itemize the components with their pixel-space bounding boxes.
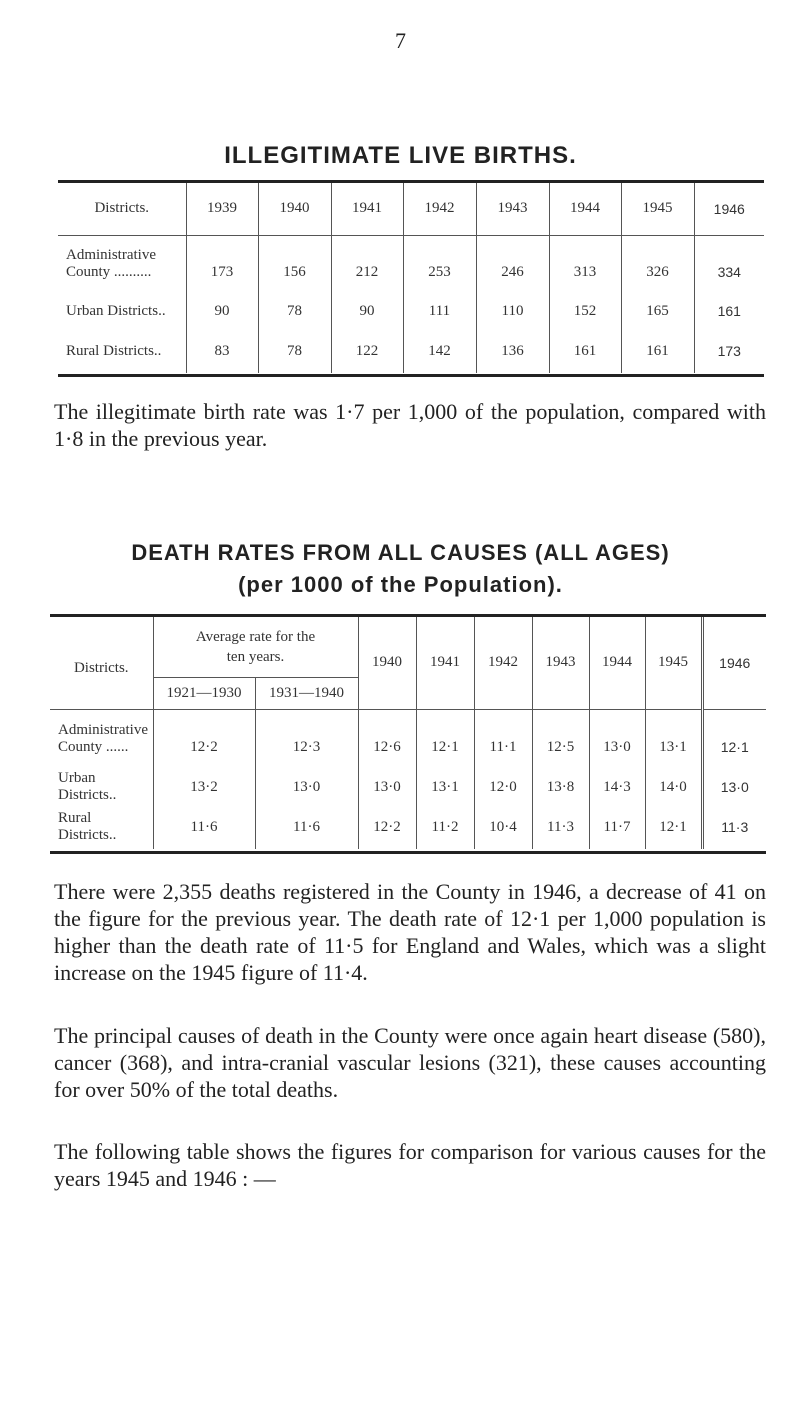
paragraph: The following table shows the figures for comparison for various causes for the years 1945 and 1946 : — <box>54 1139 766 1191</box>
births-header-row <box>58 183 764 235</box>
table-cell: 111 <box>403 293 476 329</box>
table-row <box>50 805 766 849</box>
table-cell: 173 <box>186 235 258 293</box>
deaths-title: DEATH RATES FROM ALL CAUSES (ALL AGES) <box>131 540 670 565</box>
table-cell: 83 <box>186 329 258 373</box>
table-cell: 156 <box>258 235 331 293</box>
deaths-header-average: Average rate for the ten years. <box>153 617 358 677</box>
deaths-header-year: 1941 <box>416 617 474 709</box>
births-header-year: 1939 <box>186 183 258 235</box>
row-label: Urban Districts.. <box>58 770 117 803</box>
table-cell: 12·6 <box>358 709 416 769</box>
table-cell: 11·3 <box>702 805 766 849</box>
paragraph: The principal causes of death in the County were once again heart disease (580), cancer (368), and intra-cranial vascular lesions (321), these causes accounting for over 50% of the total deaths. <box>54 1023 766 1102</box>
births-header-districts: Districts. <box>94 200 150 217</box>
deaths-table-bottom-rule <box>50 851 766 854</box>
births-header-year: 1945 <box>621 183 694 235</box>
table-cell: 13·1 <box>416 769 474 805</box>
table-cell: 253 <box>403 235 476 293</box>
paragraph: There were 2,355 deaths registered in the County in 1946, a decrease of 41 on the figure for the previous year. The death rate of 12·1 per 1,000 population is higher than the death rate of 11·5 for England and Wales, which was a slight increase on the 1945 figure of 11·4. <box>54 879 766 985</box>
table-row <box>50 769 766 805</box>
deaths-header-year: 1946 <box>702 617 766 709</box>
table-cell: 12·1 <box>645 805 702 849</box>
deaths-header-year: 1940 <box>358 617 416 709</box>
table-cell: 173 <box>694 329 764 373</box>
births-table-bottom-rule <box>58 374 764 377</box>
table-row <box>58 329 764 373</box>
table-cell: 13·0 <box>255 769 358 805</box>
table-cell: 13·0 <box>702 769 766 805</box>
table-cell: 161 <box>621 329 694 373</box>
table-cell: 11·1 <box>474 709 532 769</box>
page-number: 7 <box>395 28 406 53</box>
table-cell: 12·5 <box>532 709 589 769</box>
table-cell: 161 <box>549 329 621 373</box>
table-cell: 334 <box>694 235 764 293</box>
table-cell: 161 <box>694 293 764 329</box>
table-cell: 78 <box>258 329 331 373</box>
deaths-header-year: 1945 <box>645 617 702 709</box>
row-label: Urban Districts.. <box>66 302 166 319</box>
deaths-header-row <box>50 617 766 677</box>
row-label: Administrative County .......... <box>66 247 156 281</box>
deaths-header-year: 1942 <box>474 617 532 709</box>
table-cell: 12·3 <box>255 709 358 769</box>
table-cell: 142 <box>403 329 476 373</box>
table-row <box>50 709 766 769</box>
table-cell: 13·1 <box>645 709 702 769</box>
deaths-subtitle: (per 1000 of the Population). <box>238 572 563 597</box>
table-cell: 13·2 <box>153 769 255 805</box>
deaths-header-period: 1921—1930 <box>153 677 255 709</box>
table-cell: 11·2 <box>416 805 474 849</box>
table-cell: 246 <box>476 235 549 293</box>
row-label: Rural Districts.. <box>66 342 162 359</box>
table-cell: 12·2 <box>153 709 255 769</box>
births-header-year: 1944 <box>549 183 621 235</box>
table-cell: 14·3 <box>589 769 645 805</box>
deaths-header-period: 1931—1940 <box>255 677 358 709</box>
table-cell: 11·7 <box>589 805 645 849</box>
births-title: ILLEGITIMATE LIVE BIRTHS. <box>224 142 577 169</box>
table-row <box>58 293 764 329</box>
table-cell: 326 <box>621 235 694 293</box>
table-cell: 313 <box>549 235 621 293</box>
table-cell: 78 <box>258 293 331 329</box>
table-cell: 90 <box>186 293 258 329</box>
table-cell: 136 <box>476 329 549 373</box>
table-cell: 10·4 <box>474 805 532 849</box>
births-header-year: 1941 <box>331 183 403 235</box>
table-cell: 13·0 <box>358 769 416 805</box>
deaths-header-districts: Districts. <box>73 660 129 677</box>
table-cell: 165 <box>621 293 694 329</box>
table-cell: 11·3 <box>532 805 589 849</box>
births-header-year: 1943 <box>476 183 549 235</box>
table-cell: 13·8 <box>532 769 589 805</box>
deaths-header-year: 1944 <box>589 617 645 709</box>
deaths-header-year: 1943 <box>532 617 589 709</box>
table-row <box>58 235 764 293</box>
table-cell: 13·0 <box>589 709 645 769</box>
deaths-table <box>50 617 766 849</box>
table-cell: 12·2 <box>358 805 416 849</box>
births-header-year: 1940 <box>258 183 331 235</box>
table-cell: 212 <box>331 235 403 293</box>
table-cell: 122 <box>331 329 403 373</box>
table-cell: 12·1 <box>702 709 766 769</box>
row-label: Rural Districts.. <box>58 810 117 843</box>
table-cell: 12·0 <box>474 769 532 805</box>
table-cell: 152 <box>549 293 621 329</box>
table-cell: 11·6 <box>255 805 358 849</box>
table-cell: 11·6 <box>153 805 255 849</box>
births-header-year: 1946 <box>694 183 764 235</box>
row-label: Administrative County ...... <box>58 722 148 756</box>
table-cell: 90 <box>331 293 403 329</box>
births-header-year: 1942 <box>403 183 476 235</box>
table-cell: 110 <box>476 293 549 329</box>
births-note: The illegitimate birth rate was 1·7 per 1,000 of the population, compared with 1·8 in the previous year. <box>54 399 766 451</box>
births-table <box>58 183 764 373</box>
table-cell: 12·1 <box>416 709 474 769</box>
table-cell: 14·0 <box>645 769 702 805</box>
